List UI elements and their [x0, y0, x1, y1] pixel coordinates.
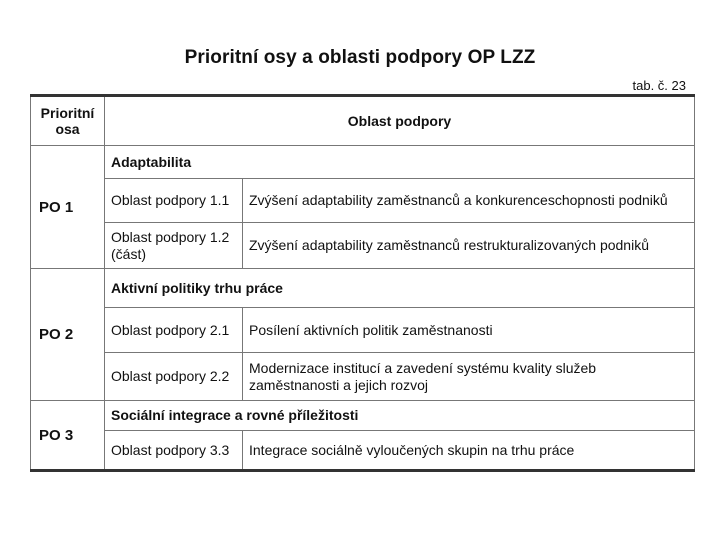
- priority-axis-cell: PO 3: [31, 401, 105, 471]
- section-title: Aktivní politiky trhu práce: [105, 269, 695, 308]
- table-row: [31, 179, 695, 223]
- table-header-row: [31, 96, 695, 146]
- support-area-code: Oblast podpory 2.1: [105, 308, 243, 353]
- header-support-area: Oblast podpory: [105, 96, 695, 146]
- support-area-description: Posílení aktivních politik zaměstnanosti: [243, 308, 695, 353]
- table-reference: tab. č. 23: [632, 78, 686, 93]
- header-col1-line1: Prioritní: [40, 105, 95, 121]
- section-title: Sociální integrace a rovné příležitosti: [105, 401, 695, 431]
- table-row: [31, 353, 695, 401]
- priority-axis-cell: PO 2: [31, 269, 105, 401]
- table-row: [31, 431, 695, 471]
- priority-axis-cell: PO 1: [31, 146, 105, 269]
- section-row: [31, 146, 695, 179]
- support-area-code: Oblast podpory 1.2 (část): [105, 223, 243, 269]
- support-area-description: Zvýšení adaptability zaměstnanců a konkurenceschopnosti podniků: [243, 179, 695, 223]
- priority-axes-table: [30, 94, 695, 472]
- section-row: [31, 269, 695, 308]
- section-row: [31, 401, 695, 431]
- support-area-code: Oblast podpory 1.1: [105, 179, 243, 223]
- support-area-description: Zvýšení adaptability zaměstnanců restrukturalizovaných podniků: [243, 223, 695, 269]
- support-area-description: Integrace sociálně vyloučených skupin na trhu práce: [243, 431, 695, 471]
- support-area-description: Modernizace institucí a zavedení systému kvality služeb zaměstnanosti a jejich rozvoj: [243, 353, 695, 401]
- page-title: Prioritní osy a oblasti podpory OP LZZ: [184, 47, 536, 68]
- table-row: [31, 308, 695, 353]
- support-area-code: Oblast podpory 3.3: [105, 431, 243, 471]
- table-row: [31, 223, 695, 269]
- section-title: Adaptabilita: [105, 146, 695, 179]
- header-col1-line2: osa: [55, 121, 80, 137]
- support-area-code: Oblast podpory 2.2: [105, 353, 243, 401]
- header-priority-axis: [31, 96, 105, 146]
